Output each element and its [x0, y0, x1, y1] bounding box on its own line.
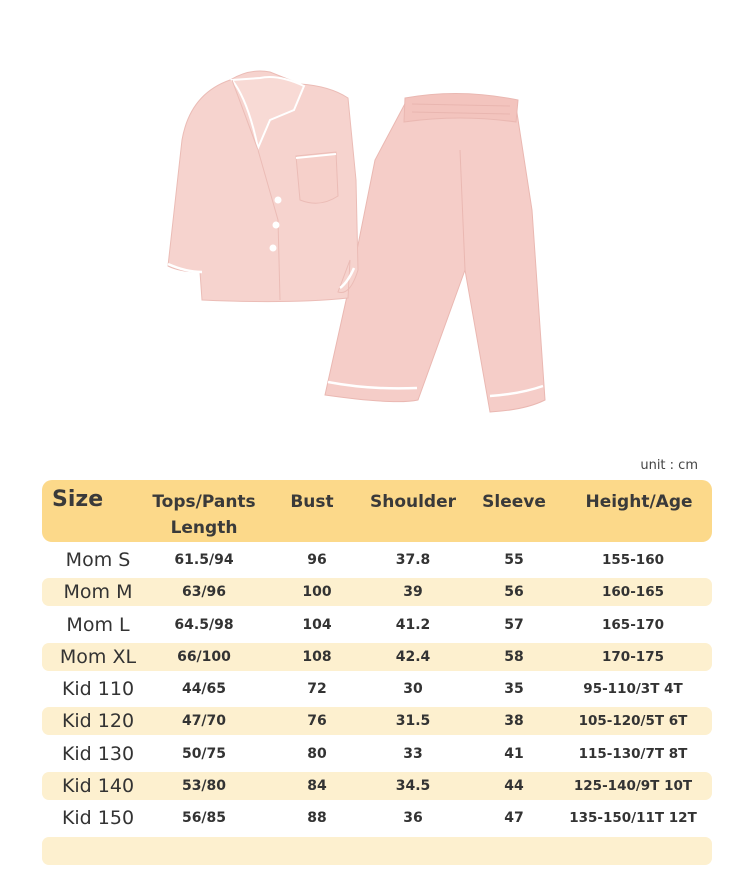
- cell-size: Kid 150: [61, 807, 135, 830]
- cell-tops: 44/65: [181, 681, 227, 698]
- cell-shoulder: 30: [403, 681, 423, 698]
- cell-height: 135-150/11T 12T: [569, 810, 697, 827]
- table-row: [42, 675, 712, 703]
- cell-tops: 56/85: [181, 810, 227, 827]
- cell-size: Kid 120: [61, 710, 135, 733]
- cell-height: 115-130/7T 8T: [578, 745, 688, 762]
- cell-size: Kid 140: [61, 775, 135, 798]
- cell-height: 125-140/9T 10T: [573, 778, 693, 795]
- cell-shoulder: 39: [403, 584, 423, 601]
- table-row: [42, 804, 712, 832]
- cell-tops: 63/96: [181, 584, 227, 601]
- cell-bust: 88: [307, 810, 327, 827]
- cell-bust: 76: [307, 713, 327, 730]
- cell-shoulder: 37.8: [395, 552, 431, 568]
- cell-sleeve: 55: [504, 552, 524, 568]
- cell-bust: 72: [307, 681, 327, 698]
- cell-tops: 61.5/94: [174, 552, 234, 568]
- cell-shoulder: 36: [403, 810, 423, 827]
- cell-size: Mom M: [63, 581, 133, 604]
- header-shoulder: Shoulder: [369, 492, 457, 512]
- pajama-top: [168, 71, 358, 302]
- unit-label: unit : cm: [640, 458, 698, 473]
- size-chart-table: [42, 480, 712, 865]
- table-row: [42, 578, 712, 606]
- table-row: [42, 772, 712, 800]
- table-header: [42, 480, 712, 542]
- cell-bust: 100: [302, 584, 332, 601]
- cell-bust: 108: [302, 648, 332, 665]
- cell-shoulder: 31.5: [395, 713, 431, 730]
- header-bust: Bust: [290, 492, 334, 512]
- table-row: [42, 611, 712, 639]
- cell-sleeve: 38: [504, 713, 524, 730]
- header-sleeve: Sleeve: [482, 492, 546, 512]
- cell-sleeve: 58: [504, 648, 524, 665]
- cell-tops: 53/80: [181, 778, 227, 795]
- table-row: [42, 740, 712, 768]
- cell-size: Mom L: [66, 613, 130, 636]
- table-row: [42, 707, 712, 735]
- cell-shoulder: 41.2: [395, 616, 431, 633]
- cell-height: 95-110/3T 4T: [583, 681, 683, 698]
- cell-sleeve: 56: [504, 584, 524, 601]
- cell-shoulder: 34.5: [395, 778, 431, 795]
- cell-bust: 104: [302, 616, 332, 633]
- cell-sleeve: 41: [504, 745, 524, 762]
- cell-tops: 66/100: [177, 648, 231, 665]
- cell-size: Mom S: [65, 549, 131, 571]
- cell-bust: 84: [307, 778, 327, 795]
- cell-sleeve: 47: [504, 810, 524, 827]
- cell-bust: 80: [307, 745, 327, 762]
- cell-size: Mom XL: [59, 645, 137, 668]
- cell-height: 155-160: [602, 552, 664, 568]
- header-tops-pants-length: [134, 489, 274, 541]
- cell-shoulder: 42.4: [395, 648, 431, 665]
- table-body: [42, 546, 712, 832]
- cell-tops: 64.5/98: [174, 616, 234, 633]
- cell-shoulder: 33: [403, 745, 423, 762]
- table-row: [42, 546, 712, 574]
- table-footer-bar: [42, 837, 712, 865]
- cell-tops: 50/75: [181, 745, 227, 762]
- cell-sleeve: 35: [504, 681, 524, 698]
- table-row: [42, 643, 712, 671]
- header-tops-line1: Tops/Pants: [152, 492, 256, 512]
- header-size: Size: [52, 487, 104, 512]
- cell-sleeve: 44: [504, 778, 524, 795]
- cell-size: Kid 130: [61, 742, 135, 765]
- header-tops-line2: Length: [170, 518, 238, 538]
- cell-bust: 96: [307, 552, 327, 568]
- pajama-set-image: [160, 60, 560, 420]
- header-height-age: Height/Age: [585, 492, 693, 512]
- cell-height: 165-170: [602, 616, 664, 633]
- cell-size: Kid 110: [61, 678, 135, 701]
- cell-sleeve: 57: [504, 616, 524, 633]
- cell-height: 160-165: [602, 584, 664, 601]
- cell-tops: 47/70: [181, 713, 227, 730]
- cell-height: 170-175: [602, 648, 664, 665]
- cell-height: 105-120/5T 6T: [578, 713, 688, 730]
